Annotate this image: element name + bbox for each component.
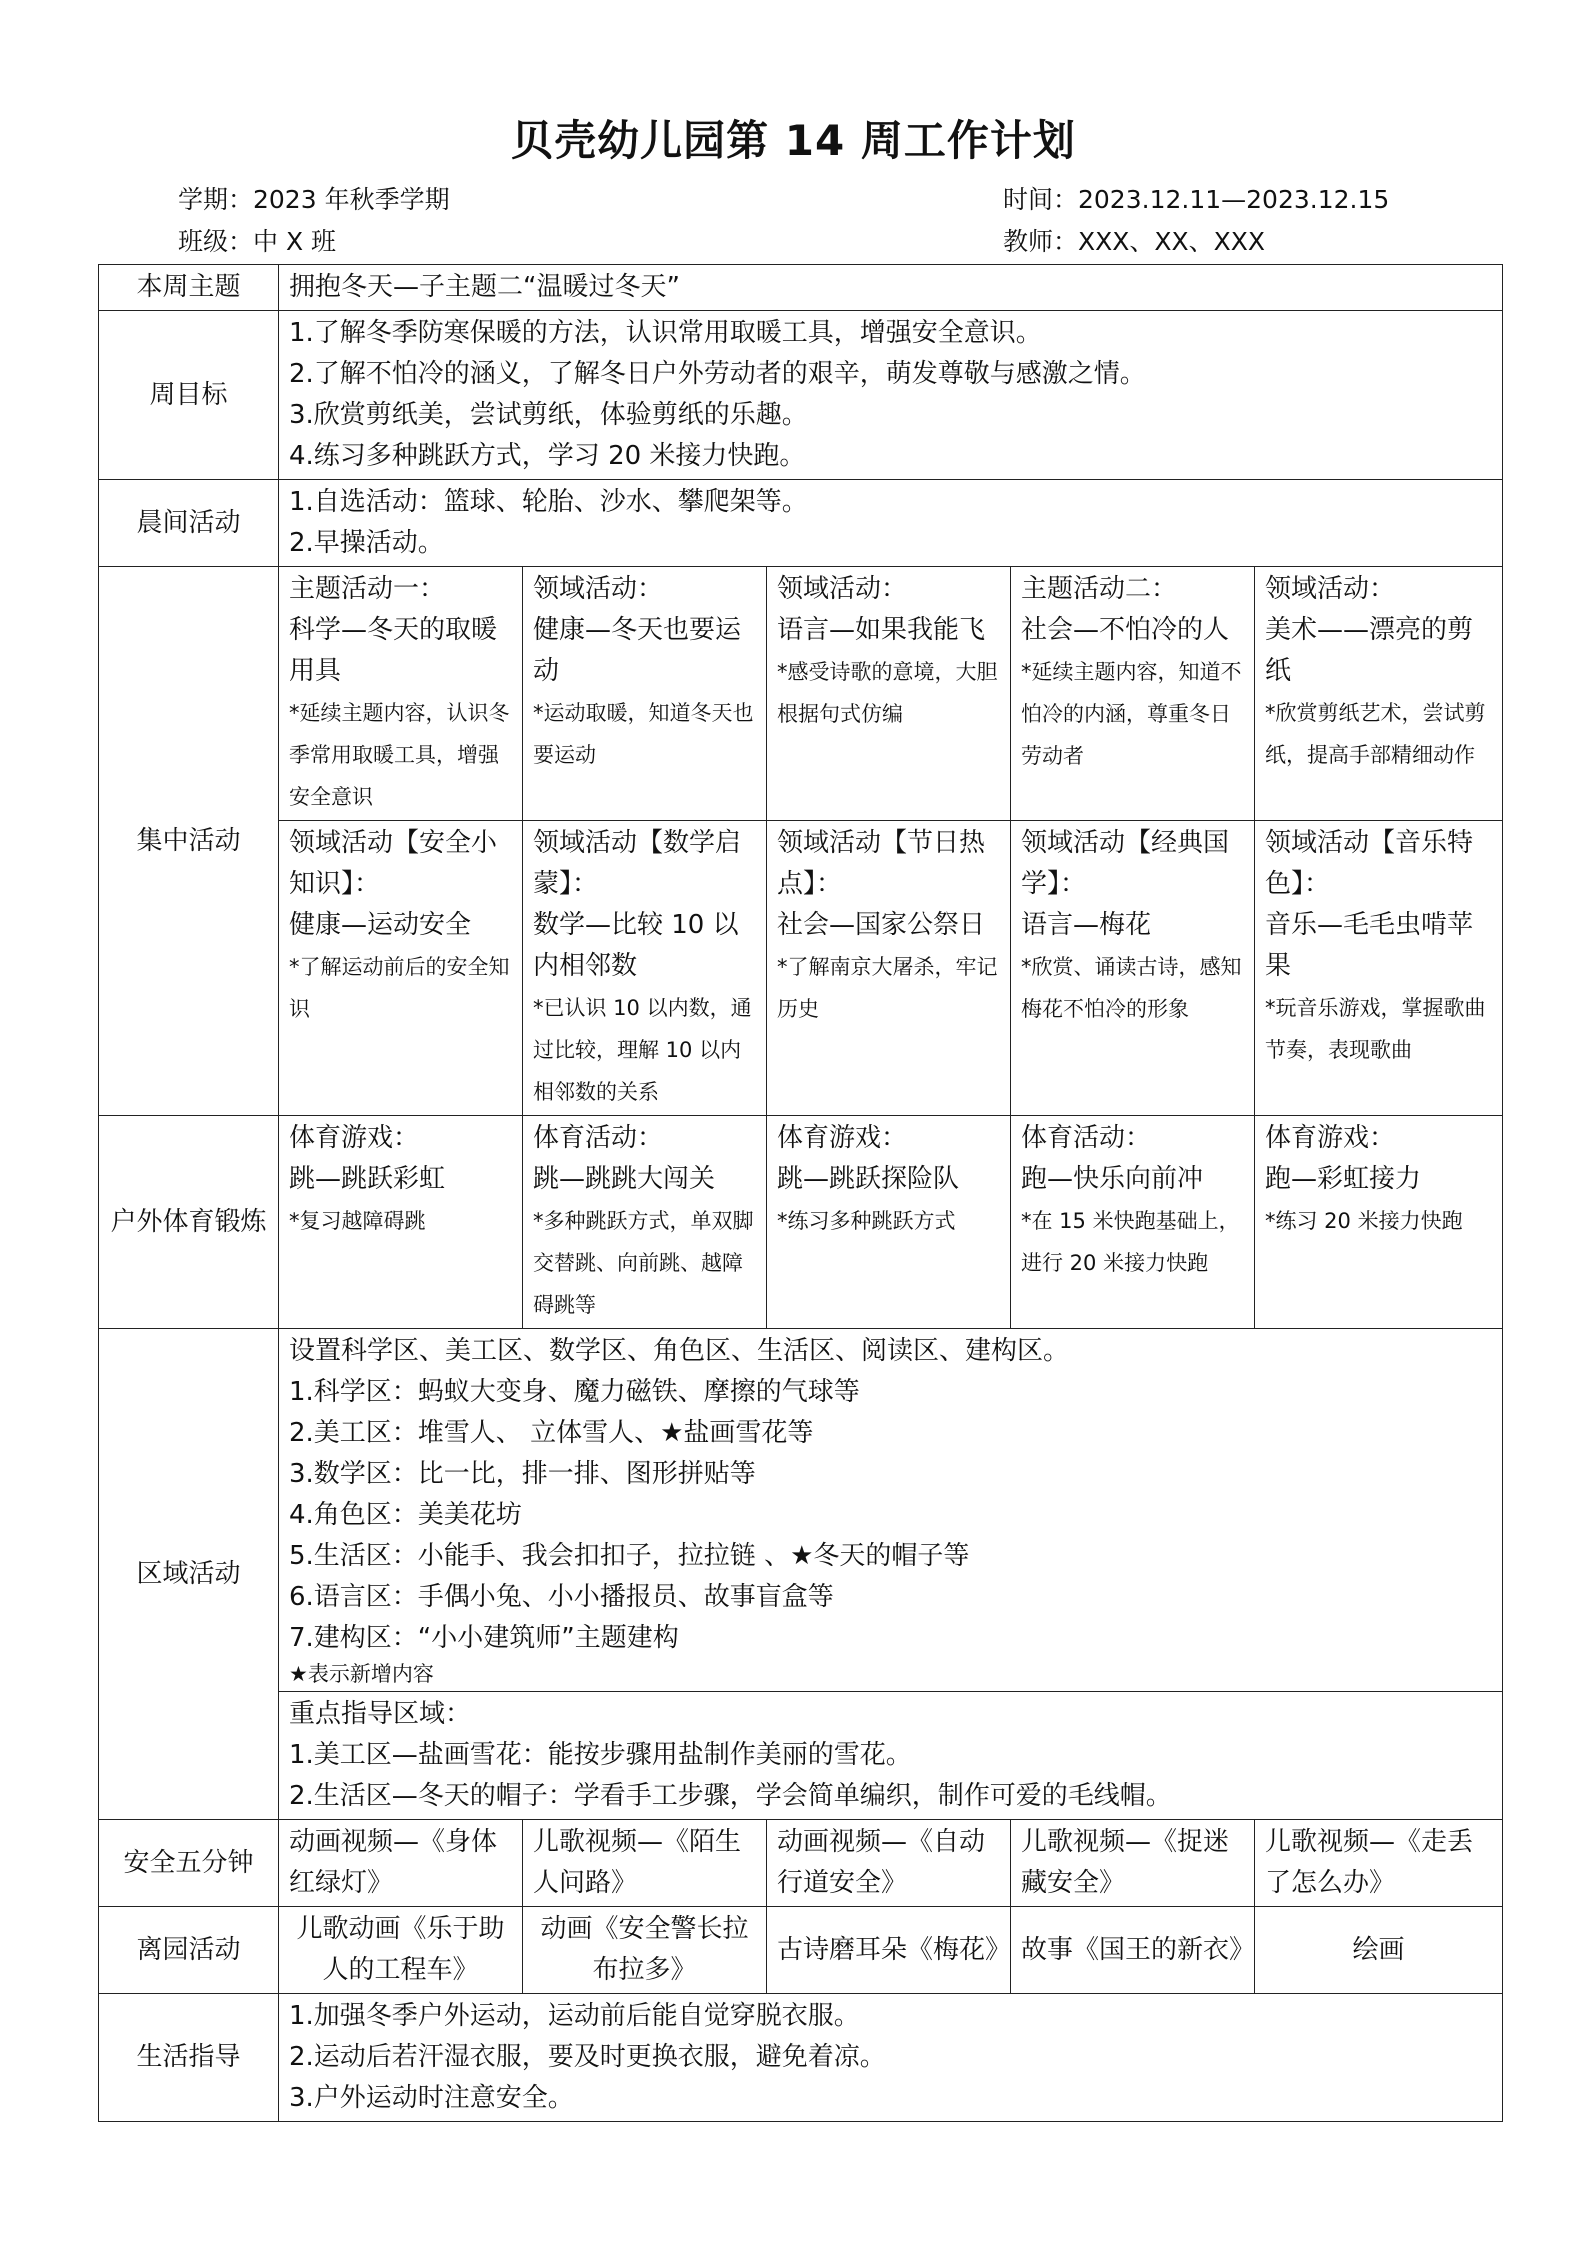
activity-head: 领域活动【数学启蒙】： — [533, 828, 742, 899]
focus-label: 集中活动 — [99, 567, 279, 1116]
activity-note: *欣赏、诵读古诗，感知梅花不怕冷的形象 — [1021, 955, 1242, 1021]
activity-head: 体育活动： — [533, 1123, 664, 1153]
row-area — [99, 1329, 1503, 1692]
life-label: 生活指导 — [99, 1994, 279, 2122]
activity-title: 跑—彩虹接力 — [1265, 1164, 1422, 1194]
focus-cell — [279, 567, 523, 821]
goals-label: 周目标 — [99, 311, 279, 480]
area-guide-cell — [279, 1692, 1503, 1820]
outdoor-cell — [279, 1116, 523, 1329]
class-text: 班级：中 X 班 — [178, 227, 337, 256]
activity-head: 领域活动【经典国学】： — [1021, 828, 1230, 899]
activity-title: 社会—不怕冷的人 — [1021, 615, 1230, 645]
activity-head: 主题活动一： — [289, 574, 446, 604]
row-morning — [99, 480, 1503, 567]
activity-title: 语言—梅花 — [1021, 910, 1152, 940]
activity-title: 社会—国家公祭日 — [777, 910, 986, 940]
activity-note: *感受诗歌的意境，大胆根据句式仿编 — [777, 660, 998, 726]
activity-note: *练习多种跳跃方式 — [777, 1209, 956, 1233]
outdoor-cell — [1011, 1116, 1255, 1329]
term-text: 学期：2023 年秋季学期 — [178, 185, 450, 214]
safety-label: 安全五分钟 — [99, 1820, 279, 1907]
activity-note: *欣赏剪纸艺术，尝试剪纸，提高手部精细动作 — [1265, 701, 1486, 767]
area-item: 2.美工区：堆雪人、 立体雪人、★盐画雪花等 — [289, 1418, 814, 1448]
activity-note: *了解运动前后的安全知识 — [289, 955, 510, 1021]
goal-item: 1.了解冬季防寒保暖的方法，认识常用取暖工具，增强安全意识。 — [289, 318, 1042, 348]
outdoor-cell — [1255, 1116, 1503, 1329]
leave-cell: 动画《安全警长拉布拉多》 — [523, 1907, 767, 1994]
life-item: 3.户外运动时注意安全。 — [289, 2083, 574, 2113]
activity-note: *延续主题内容，认识冬季常用取暖工具，增强安全意识 — [289, 701, 510, 809]
row-focus-2 — [99, 821, 1503, 1116]
theme-value: 拥抱冬天—子主题二“温暖过冬天” — [279, 265, 1503, 311]
safety-cell: 动画视频—《自动行道安全》 — [767, 1820, 1011, 1907]
row-safety — [99, 1820, 1503, 1907]
focus-cell — [767, 821, 1011, 1116]
morning-cell — [279, 480, 1503, 567]
leave-label: 离园活动 — [99, 1907, 279, 1994]
teacher-text: 教师：XXX、XX、XXX — [1003, 227, 1266, 256]
activity-title: 健康—运动安全 — [289, 910, 472, 940]
activity-note: *复习越障碍跳 — [289, 1209, 426, 1233]
activity-title: 美术——漂亮的剪纸 — [1265, 615, 1474, 686]
activity-title: 跳—跳跃探险队 — [777, 1164, 960, 1194]
activity-head: 领域活动【安全小知识】： — [289, 828, 498, 899]
activity-head: 体育游戏： — [289, 1123, 420, 1153]
activity-title: 跳—跳跃彩虹 — [289, 1164, 446, 1194]
activity-head: 领域活动【节日热点】： — [777, 828, 986, 899]
outdoor-label: 户外体育锻炼 — [99, 1116, 279, 1329]
goal-item: 2.了解不怕冷的涵义，了解冬日户外劳动者的艰辛，萌发尊敬与感激之情。 — [289, 359, 1146, 389]
activity-title: 跑—快乐向前冲 — [1021, 1164, 1204, 1194]
activity-head: 领域活动： — [1265, 574, 1396, 604]
activity-title: 跳—跳跳大闯关 — [533, 1164, 716, 1194]
leave-cell: 古诗磨耳朵《梅花》 — [767, 1907, 1011, 1994]
plan-table — [98, 264, 1503, 2122]
area-item: 设置科学区、美工区、数学区、角色区、生活区、阅读区、建构区。 — [289, 1336, 1070, 1366]
row-life — [99, 1994, 1503, 2122]
activity-note: *了解南京大屠杀，牢记历史 — [777, 955, 998, 1021]
activity-head: 体育游戏： — [1265, 1123, 1396, 1153]
activity-head: 领域活动： — [777, 574, 908, 604]
life-item: 2.运动后若汗湿衣服，要及时更换衣服，避免着凉。 — [289, 2042, 886, 2072]
focus-cell — [1255, 821, 1503, 1116]
activity-head: 体育活动： — [1021, 1123, 1152, 1153]
focus-cell — [523, 821, 767, 1116]
row-goals — [99, 311, 1503, 480]
time-text: 时间：2023.12.11—2023.12.15 — [1003, 185, 1390, 214]
theme-label: 本周主题 — [99, 265, 279, 311]
area-note: ★表示新增内容 — [289, 1662, 434, 1686]
area-item: 7.建构区：“小小建筑师”主题建构 — [289, 1623, 679, 1653]
guide-item: 重点指导区域： — [289, 1699, 472, 1729]
area-item: 6.语言区：手偶小兔、小小播报员、故事盲盒等 — [289, 1582, 834, 1612]
goal-item: 3.欣赏剪纸美，尝试剪纸，体验剪纸的乐趣。 — [289, 400, 808, 430]
area-item: 5.生活区：小能手、我会扣扣子，拉拉链 、★冬天的帽子等 — [289, 1541, 970, 1571]
activity-title: 音乐—毛毛虫啃苹果 — [1265, 910, 1474, 981]
row-outdoor — [99, 1116, 1503, 1329]
activity-title: 语言—如果我能飞 — [777, 615, 986, 645]
activity-note: *练习 20 米接力快跑 — [1265, 1209, 1463, 1233]
focus-cell — [767, 567, 1011, 821]
activity-note: *延续主题内容，知道不怕冷的内涵，尊重冬日劳动者 — [1021, 660, 1242, 768]
activity-note: *玩音乐游戏，掌握歌曲节奏，表现歌曲 — [1265, 996, 1486, 1062]
outdoor-cell — [523, 1116, 767, 1329]
morning-label: 晨间活动 — [99, 480, 279, 567]
morning-item: 1.自选活动：篮球、轮胎、沙水、攀爬架等。 — [289, 487, 808, 517]
page-title: 贝壳幼儿园第 14 周工作计划 — [511, 116, 1076, 165]
area-cell — [279, 1329, 1503, 1692]
activity-head: 领域活动【音乐特色】： — [1265, 828, 1474, 899]
focus-cell — [1011, 567, 1255, 821]
goal-item: 4.练习多种跳跃方式，学习 20 米接力快跑。 — [289, 441, 806, 471]
activity-head: 领域活动： — [533, 574, 664, 604]
area-item: 3.数学区：比一比，排一排、图形拼贴等 — [289, 1459, 756, 1489]
activity-title: 科学—冬天的取暖用具 — [289, 615, 498, 686]
leave-cell: 儿歌动画《乐于助人的工程车》 — [279, 1907, 523, 1994]
area-item: 1.科学区：蚂蚁大变身、魔力磁铁、摩擦的气球等 — [289, 1377, 860, 1407]
row-area-guide — [99, 1692, 1503, 1820]
leave-cell: 故事《国王的新衣》 — [1011, 1907, 1255, 1994]
activity-note: *已认识 10 以内数，通过比较，理解 10 以内相邻数的关系 — [533, 996, 752, 1104]
row-leave — [99, 1907, 1503, 1994]
activity-note: *多种跳跃方式，单双脚交替跳、向前跳、越障碍跳等 — [533, 1209, 754, 1317]
life-item: 1.加强冬季户外运动，运动前后能自觉穿脱衣服。 — [289, 2001, 860, 2031]
safety-cell: 儿歌视频—《捉迷藏安全》 — [1011, 1820, 1255, 1907]
focus-cell — [523, 567, 767, 821]
outdoor-cell — [767, 1116, 1011, 1329]
life-cell — [279, 1994, 1503, 2122]
activity-head: 主题活动二： — [1021, 574, 1178, 604]
leave-cell: 绘画 — [1255, 1907, 1503, 1994]
activity-note: *运动取暖，知道冬天也要运动 — [533, 701, 754, 767]
activity-head: 体育游戏： — [777, 1123, 908, 1153]
area-item: 4.角色区：美美花坊 — [289, 1500, 522, 1530]
guide-item: 1.美工区—盐画雪花：能按步骤用盐制作美丽的雪花。 — [289, 1740, 912, 1770]
row-focus-1 — [99, 567, 1503, 821]
focus-cell — [1011, 821, 1255, 1116]
safety-cell: 儿歌视频—《陌生人问路》 — [523, 1820, 767, 1907]
activity-title: 健康—冬天也要运动 — [533, 615, 742, 686]
activity-note: *在 15 米快跑基础上，进行 20 米接力快跑 — [1021, 1209, 1240, 1275]
safety-cell: 动画视频—《身体红绿灯》 — [279, 1820, 523, 1907]
focus-cell — [279, 821, 523, 1116]
focus-cell — [1255, 567, 1503, 821]
morning-item: 2.早操活动。 — [289, 528, 444, 558]
goals-cell — [279, 311, 1503, 480]
area-label: 区域活动 — [99, 1329, 279, 1820]
safety-cell: 儿歌视频—《走丢了怎么办》 — [1255, 1820, 1503, 1907]
activity-title: 数学—比较 10 以内相邻数 — [533, 910, 739, 981]
guide-item: 2.生活区—冬天的帽子：学看手工步骤，学会简单编织，制作可爱的毛线帽。 — [289, 1781, 1172, 1811]
row-theme — [99, 265, 1503, 311]
